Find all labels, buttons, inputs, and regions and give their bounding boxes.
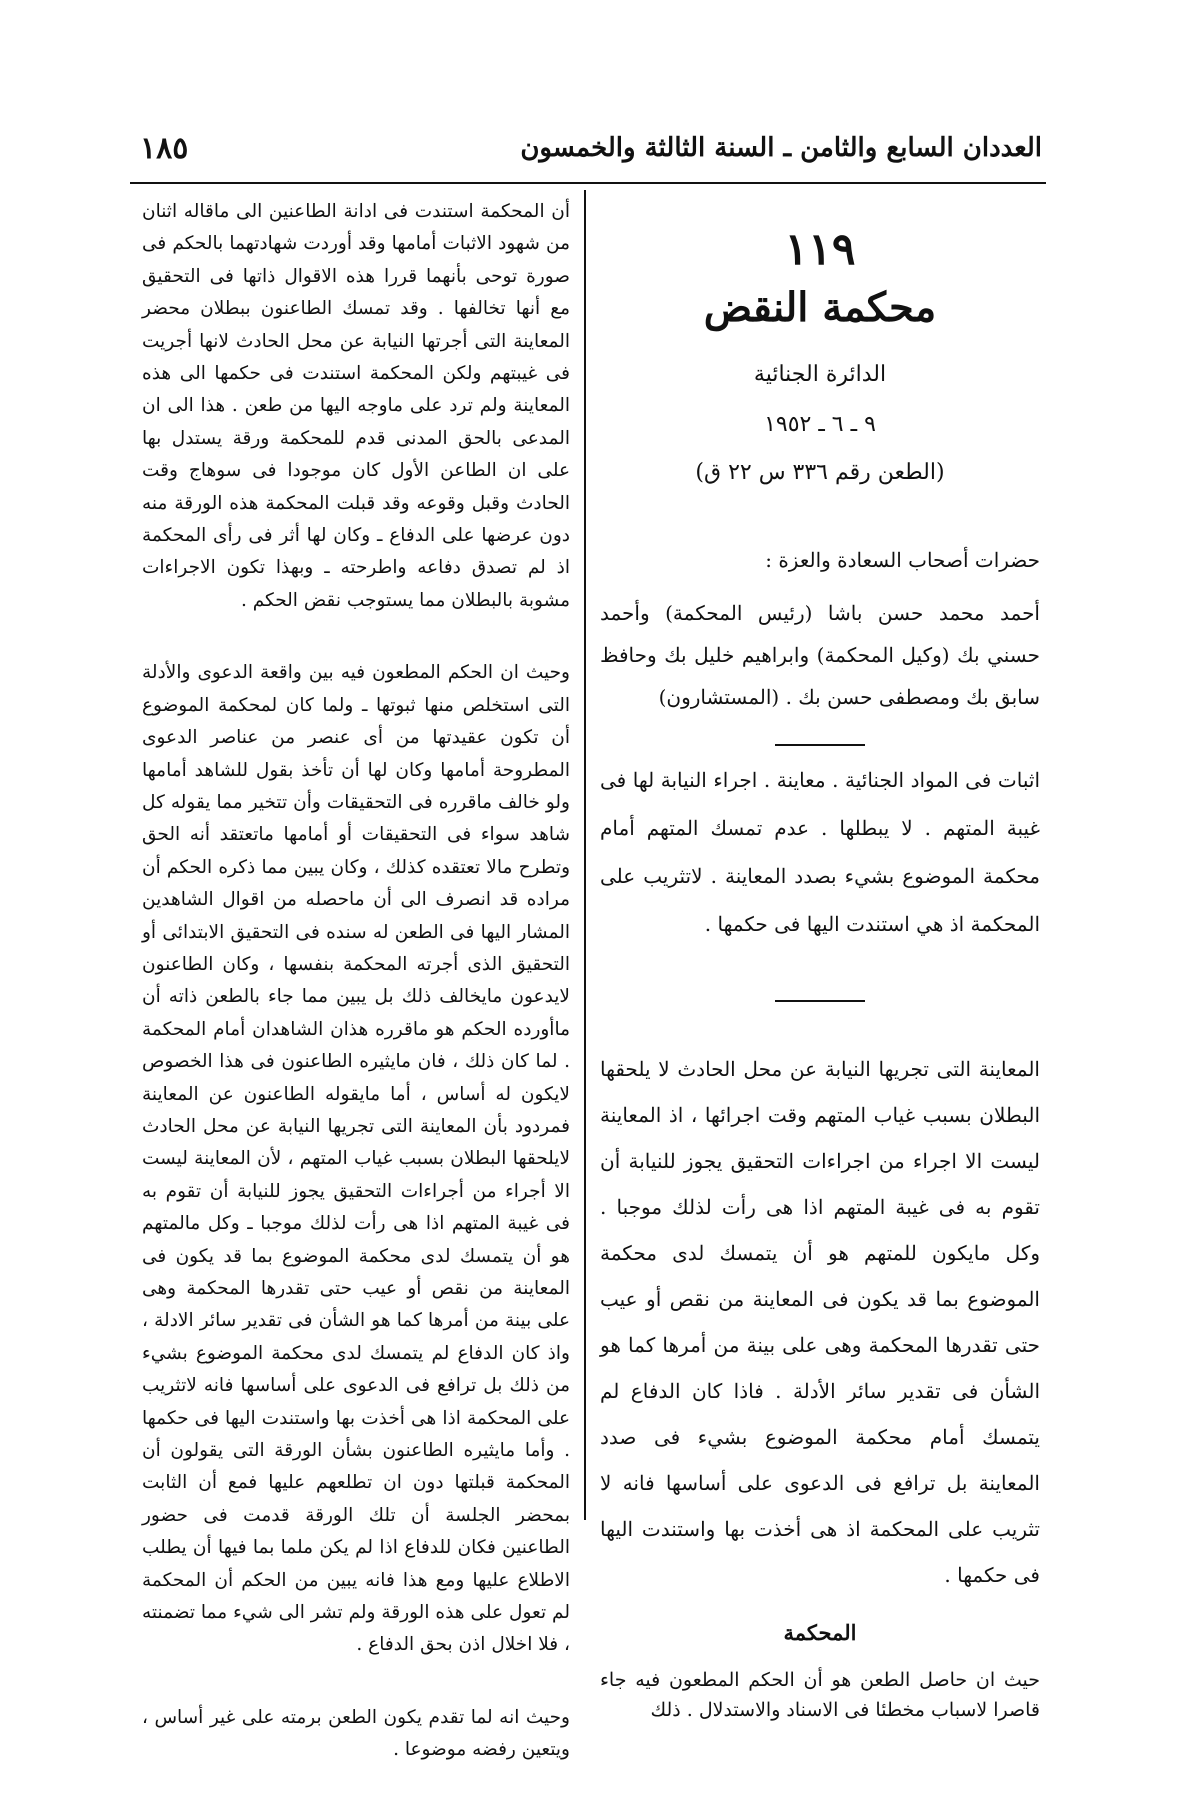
appeal-reference: (الطعن رقم ٣٣٦ س ٢٢ ق) — [695, 460, 945, 485]
legal-principle: المعاينة التى تجريها النيابة عن محل الحادث لا يلحقها البطلان بسبب غياب المتهم وقت اجرائها ، اذ المعاينة ليست الا اجراء من اجراءات التحقيق يجوز للنيابة أن تقوم به فى غيبة المتهم اذا هى رأت لذلك موجبا . وكل مايكون للمتهم هو أن يتمسك لدى محكمة الموضوع بما قد يكون فى المعاينة من نقص أو عيب حتى تقدرها المحكمة وهى على بينة من أمرها كما هو الشأن فى تقدير سائر الأدلة . فاذا كان الدفاع لم يتمسك أمام محكمة الموضوع بشيء فى صدد المعاينة بل ترافع فى الدعوى على أساسها فانه لا تثريب على المحكمة اذ هى أخذت بها واستندت اليها فى حكمها . — [600, 1057, 1040, 1587]
case-summary: اثبات فى المواد الجنائية . معاينة . اجراء النيابة لها فى غيبة المتهم . لا يبطلها . عدم تمسك المتهم أمام محكمة الموضوع بشيء بصدد المعاينة . لاتثريب على المحكمة اذ هي استندت اليها فى حكمها . — [600, 768, 1040, 936]
section-divider — [775, 1000, 865, 1002]
header-divider — [130, 182, 1046, 184]
judgment-paragraph-3: وحيث انه لما تقدم يكون الطعن برمته على غير أساس ، ويتعين رفضه موضوعا . — [142, 1706, 570, 1761]
judges-list: أحمد محمد حسن باشا (رئيس المحكمة) وأحمد حسني بك (وكيل المحكمة) وابراهيم خليل بك وحافظ سابق بك ومصطفى حسن بك . (المستشارون) — [600, 601, 1040, 709]
journal-issue-title: العددان السابع والثامن ـ السنة الثالثة والخمسون — [520, 133, 1042, 163]
column-divider — [584, 190, 586, 1520]
case-number: ١١٩ — [784, 224, 856, 275]
court-name: محكمة النقض — [703, 284, 937, 331]
left-column — [142, 196, 570, 1807]
judgment-paragraph-2: وحيث ان الحكم المطعون فيه بين واقعة الدعوى والأدلة التى استخلص منها ثبوتها ـ ولما كان لمحكمة الموضوع أن تكون عقيدتها من أى عنصر من عناصر الدعوى المطروحة أمامها وكان لها أن تأخذ بقول للشاهد أمامها ولو خالف ماقرره فى التحقيقات وأن تتخير مما يقوله كل شاهد سواء فى التحقيقات أو أمامها ماتعتقد أنه الحق وتطرح مالا تعتقده كذلك ، وكان يبين مما ذكره الحكم أن مراده قد انصرف الى أن ماحصله من اقوال الشاهدين المشار اليها فى الطعن له سنده فى التحقيق الابتدائى أو التحقيق الذى أجرته المحكمة بنفسها ، وكان الطاعنون لايدعون مايخالف ذلك بل يبين مما جاء بالطعن ذاته أن ماأورده الحكم هو ماقرره هذان الشاهدان أمام المحكمة . لما كان ذلك ، فان مايثيره الطاعنون فى هذا الخصوص لايكون له أساس ، أما مايقوله الطاعنون عن المعاينة فمردود بأن المعاينة التى تجريها النيابة عن محل الحادث لايلحقها البطلان بسبب غياب المتهم ، لأن المعاينة ليست الا أجراء من أجراءات التحقيق يجوز للنيابة أن تقوم به فى غيبة المتهم اذا هى رأت لذلك موجبا ـ وكل مالمتهم هو أن يتمسك لدى محكمة الموضوع بما قد يكون فى المعاينة من نقص أو عيب حتى تقدرها المحكمة وهى على بينة من أمرها كما هو الشأن فى تقدير سائر الادلة ، واذ كان الدفاع لم يتمسك لدى محكمة الموضوع بشيء من ذلك بل ترافع فى الدعوى على أساسها فانه لاتثريب على المحكمة اذا هى أخذت بها واستندت اليها فى حكمها . وأما مايثيره الطاعنون بشأن الورقة التى يقولون أن المحكمة قبلتها دون ان تطلعهم عليها فمع أن الثابت بمحضر الجلسة أن تلك الورقة قدمت فى حضور الطاعنين فكان للدفاع اذا لم يكن ملما بما فيها أن يطلب الاطلاع عليها ومع هذا فانه يبين من الحكم أن المحكمة لم تعول على هذه الورقة ولم تشر الى شيء مما تضمنته ، فلا اخلال اذن بحق الدفاع . — [142, 662, 570, 1656]
section-divider — [775, 744, 865, 746]
case-date: ٩ ـ ٦ ـ ١٩٥٢ — [764, 412, 876, 437]
right-column — [600, 196, 1040, 1725]
page-header — [140, 118, 1042, 178]
judgment-paragraph-1: أن المحكمة استندت فى ادانة الطاعنين الى ماقاله اثنان من شهود الاثبات أمامها وقد أوردت شهادتهما بالحكم فى صورة توحى بأنهما قررا هذه الاقوال ذاتها فى التحقيق مع أنها تخالفها . وقد تمسك الطاعنون ببطلان محضر المعاينة التى أجرتها النيابة عن محل الحادث لانها أجريت فى غيبتهم ولكن المحكمة استندت فى حكمها الى هذه المعاينة ولم ترد على ماوجه اليها من طعن . هذا الى ان المدعى بالحق المدنى قدم للمحكمة ورقة يستدل بها على ان الطاعن الأول كان موجودا فى سوهاج وقت الحادث وقبل وقوعه وقد قبلت المحكمة هذه الورقة منه دون عرضها على الدفاع ـ وكان لها أثر فى رأى المحكمة اذ لم تصدق دفاعه واطرحته ـ وبهذا تكون الاجراءات مشوبة بالبطلان مما يستوجب نقض الحكم . — [142, 201, 570, 611]
bench-intro: حضرات أصحاب السعادة والعزة : — [765, 548, 1040, 572]
circuit-name: الدائرة الجنائية — [753, 362, 887, 387]
reasoning-start: حيث ان حاصل الطعن هو أن الحكم المطعون فيه جاء قاصرا لاسباب مخطئا فى الاسناد والاستدلال . ذلك — [600, 1669, 1040, 1721]
page-number: ١٨٥ — [140, 130, 189, 166]
court-heading: المحكمة — [783, 1620, 857, 1645]
